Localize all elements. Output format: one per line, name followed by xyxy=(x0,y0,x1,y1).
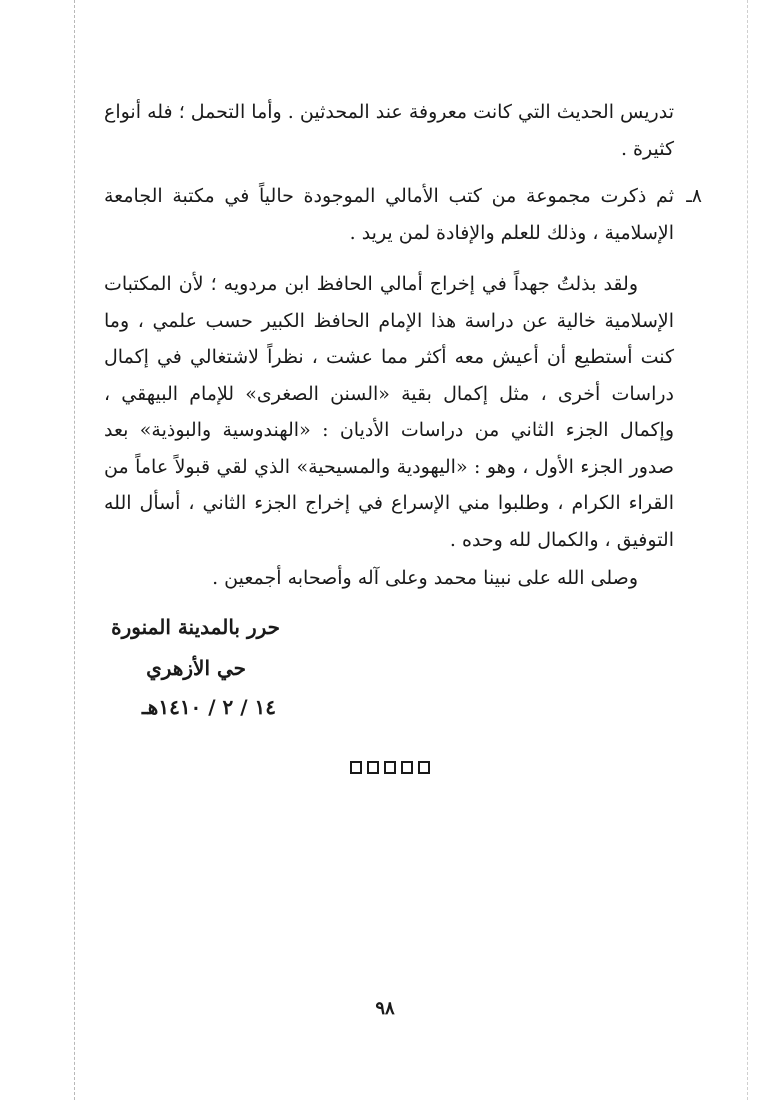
square-outline-icon xyxy=(384,761,396,774)
paragraph-closing-prayer: وصلى الله على نبينا محمد وعلى آله وأصحابه أجمعين . xyxy=(212,567,638,589)
list-item-text: ثم ذكرت مجموعة من كتب الأمالي الموجودة حالياً في مكتبة الجامعة الإسلامية ، وذلك للعلم والإفادة لمن يريد . xyxy=(104,185,674,244)
square-outline-icon xyxy=(350,761,362,774)
list-item-8 xyxy=(104,178,702,251)
square-outline-icon xyxy=(401,761,413,774)
scan-edge-right xyxy=(747,0,748,1100)
signature-place: حرر بالمدينة المنورة xyxy=(111,615,280,639)
square-outline-icon xyxy=(367,761,379,774)
paragraph-effort: ولقد بذلتُ جهداً في إخراج أمالي الحافظ ابن مردويه ؛ لأن المكتبات الإسلامية خالية عن دراسة هذا الإمام الحافظ الكبير حسب علمي ، وما كنت أستطيع أن أعيش معه أكثر مما عشت ، نظراً لاشتغالي في إكمال دراسات أخرى ، مثل إكمال بقية «السنن الصغرى» للإمام البيهقي ، وإكمال الجزء الثاني من دراسات الأديان : «الهندوسية والبوذية» بعد صدور الجزء الأول ، وهو : «اليهودية والمسيحية» الذي لقي قبولاً عاماً من القراء الكرام ، وطلبوا مني الإسراع في إخراج الجزء الثاني ، أسأل الله التوفيق ، والكمال لله وحده . xyxy=(104,273,674,551)
paragraph-tahammul: تدريس الحديث التي كانت معروفة عند المحدثين . وأما التحمل ؛ فله أنواع كثيرة . xyxy=(104,101,674,160)
list-item-number: ٨ـ xyxy=(686,185,702,207)
signature-date: ١٤ / ٢ / ١٤١٠هـ xyxy=(141,695,276,719)
scan-edge-left xyxy=(74,0,75,1100)
signature-name: حي الأزهري xyxy=(146,656,246,680)
square-outline-icon xyxy=(418,761,430,774)
page-number: ٩٨ xyxy=(375,998,395,1019)
section-separator xyxy=(350,761,430,774)
